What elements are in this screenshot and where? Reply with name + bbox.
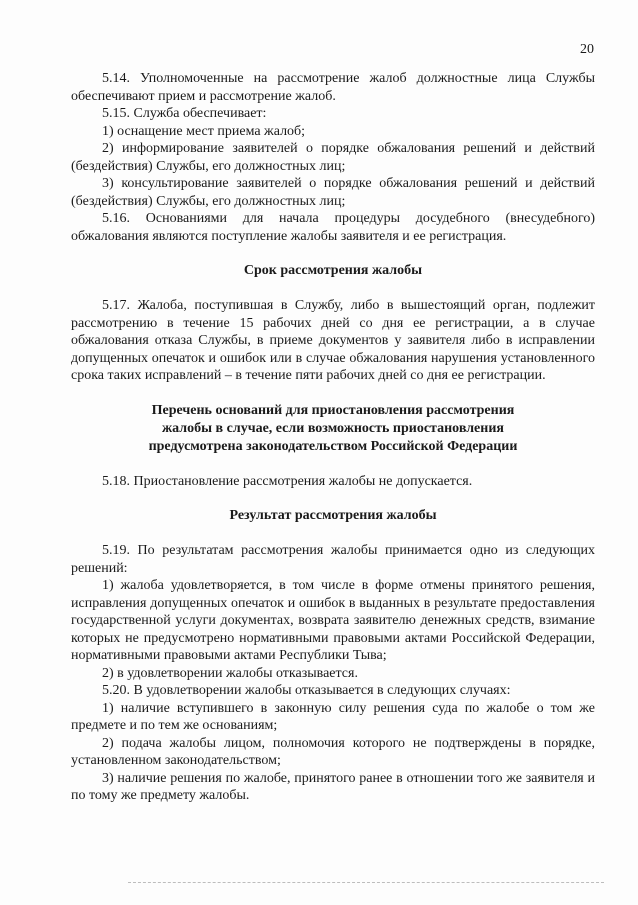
list-item: 2) в удовлетворении жалобы отказывается.: [102, 665, 358, 681]
paragraph-5-14: 5.14. Уполномоченные на рассмотрение жалоб должностные лица Службы обеспечивают прием и рассмотрение жалоб.: [71, 71, 595, 104]
document-body: [71, 70, 595, 805]
paragraph-5-15: 5.15. Служба обеспечивает:: [102, 106, 267, 121]
list-item: 1) жалоба удовлетворяется, в том числе в форме отмены принятого решения, исправления допущенных опечаток и ошибок в выданных в результате предоставления государственной услуги документах, возврата заявителю денежных средств, взимание которых не предусмотрено нормативными правовыми актами Российской Федерации, нормативными правовыми актами Республики Тыва;: [71, 578, 595, 663]
paragraph-5-19: 5.19. По результатам рассмотрения жалобы принимается одно из следующих решений:: [71, 543, 595, 576]
section-heading-suspension-line1: Перечень оснований для приостановления рассмотрения: [151, 402, 515, 418]
footer-divider: [128, 882, 604, 883]
section-heading-suspension-line3: предусмотрена законодательством Российской Федерации: [148, 438, 518, 454]
list-item: 2) подача жалобы лицом, полномочия которого не подтверждены в порядке, установленном законодательством;: [71, 735, 595, 768]
list-item: 1) оснащение мест приема жалоб;: [102, 123, 306, 139]
paragraph-5-20: 5.20. В удовлетворении жалобы отказывается в следующих случаях:: [102, 683, 511, 698]
list-item: 3) наличие решения по жалобе, принятого ранее в отношении того же заявителя и по тому же предмету жалобы.: [71, 770, 595, 803]
list-item: 1) наличие вступившего в законную силу решения суда по жалобе о том же предмете и по тем же основаниям;: [71, 700, 595, 733]
section-heading-suspension-line2: жалобы в случае, если возможность приостановления: [162, 420, 504, 436]
list-item: 2) информирование заявителей о порядке обжалования решений и действий (бездействия) Службы, его должностных лиц;: [71, 141, 595, 174]
section-heading-term: Срок рассмотрения жалобы: [243, 263, 423, 278]
page-number: 20: [580, 42, 594, 57]
paragraph-5-18: 5.18. Приостановление рассмотрения жалобы не допускается.: [102, 473, 473, 489]
section-heading-result: Результат рассмотрения жалобы: [229, 508, 437, 523]
paragraph-5-16: 5.16. Основаниями для начала процедуры досудебного (внесудебного) обжалования являются поступление жалобы заявителя и ее регистрация.: [71, 211, 595, 244]
list-item: 3) консультирование заявителей о порядке обжалования решений и действий (бездействия) Службы, его должностных лиц;: [71, 176, 595, 209]
paragraph-5-17: 5.17. Жалоба, поступившая в Службу, либо в вышестоящий орган, подлежит рассмотрению в течение 15 рабочих дней со дня ее регистрации, а в случае обжалования отказа Службы, в приеме документов у заявителя либо в исправлении допущенных опечаток и ошибок или в случае обжалования нарушения установленного срока таких исправлений – в течение пяти рабочих дней со дня ее регистрации.: [71, 298, 595, 383]
